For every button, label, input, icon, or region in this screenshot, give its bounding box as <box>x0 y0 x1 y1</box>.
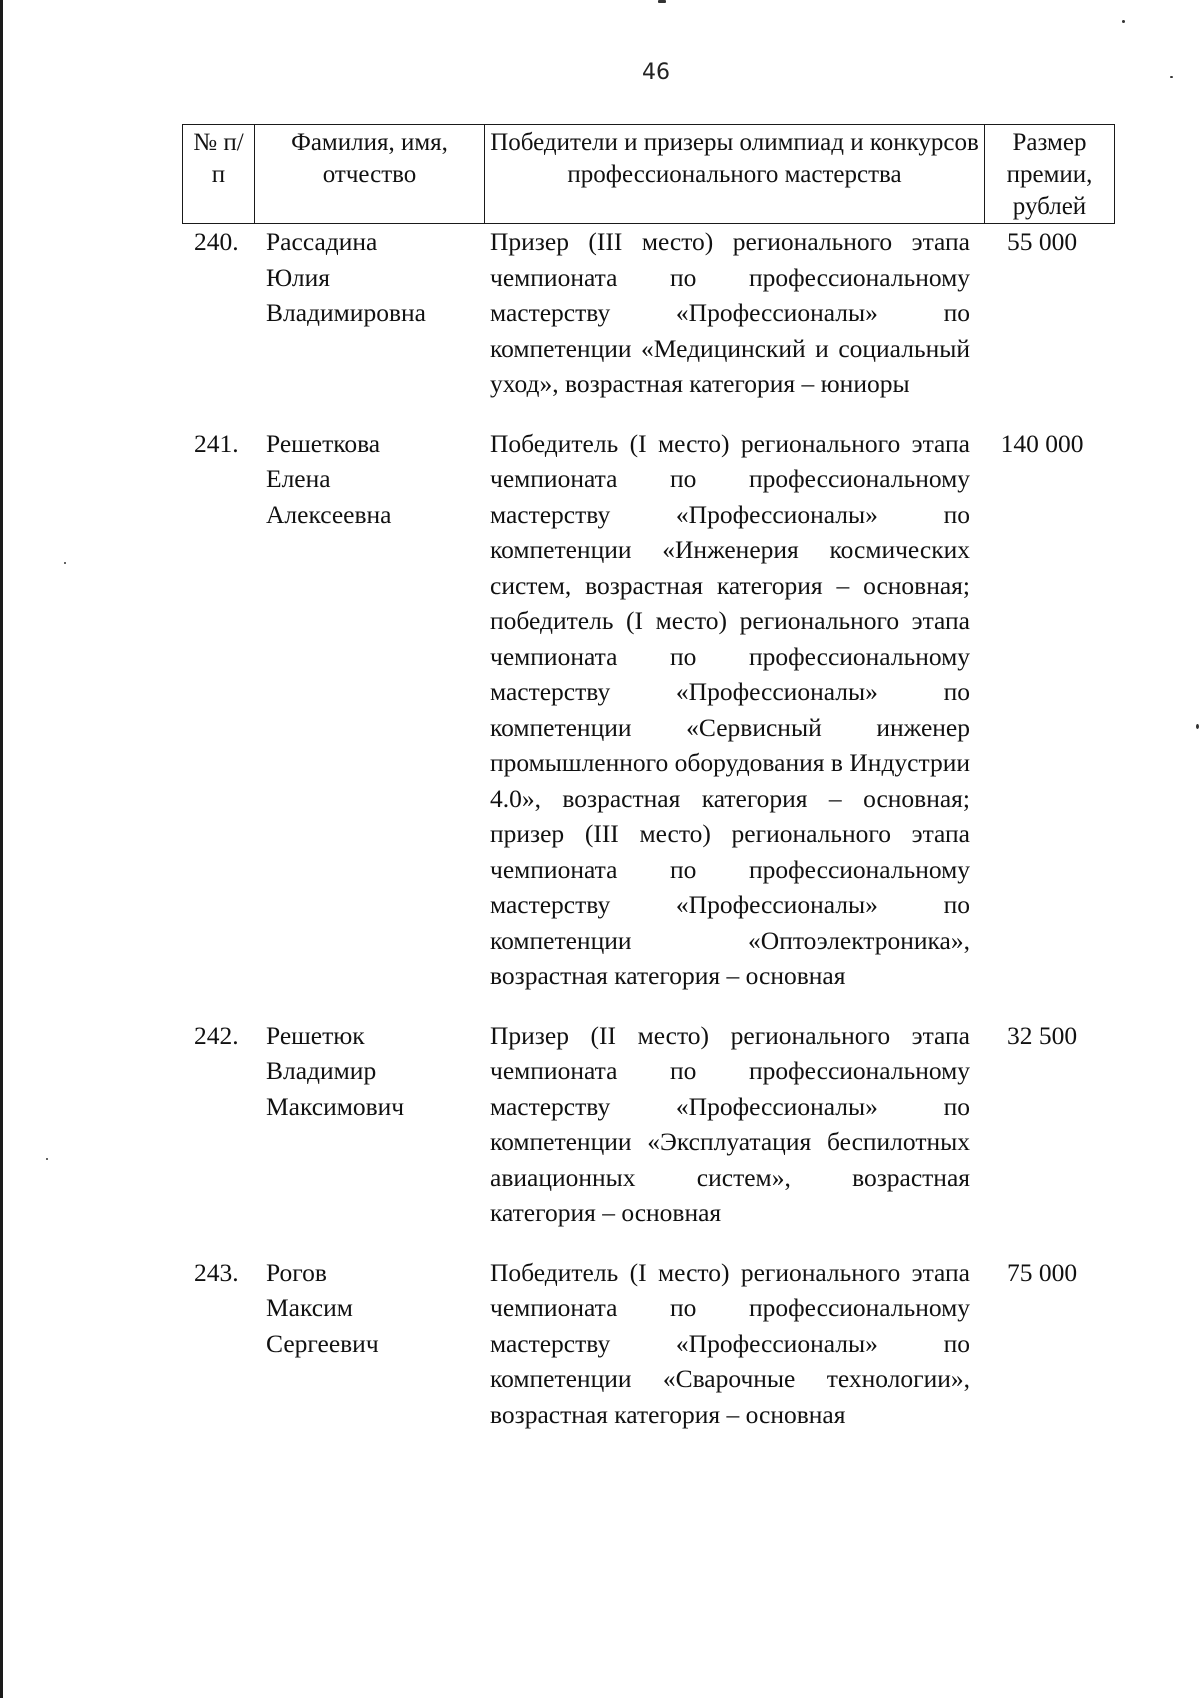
patronymic: Максимович <box>266 1091 405 1121</box>
patronymic: Владимировна <box>266 298 426 327</box>
first-name: Елена <box>266 464 331 493</box>
header-achievement: Победители и призеры олимпиад и конкурсов профессионального мастерства <box>485 125 985 224</box>
table-body <box>182 224 1114 1432</box>
table-row <box>182 1255 1114 1433</box>
row-prize-amount: 75 000 <box>1006 1257 1078 1287</box>
row-achievement: Призер (II место) регионального этапа чемпионата по профессиональному мастерству «Профессионалы» по компетенции «Эксплуатация беспилотных авиационных систем», возрастная категория – основная <box>490 1020 970 1227</box>
table-row <box>182 426 1114 994</box>
patronymic: Алексеевна <box>266 499 392 529</box>
row-number: 241. <box>194 428 239 458</box>
header-full-name: Фамилия, имя, отчество <box>255 125 485 224</box>
row-prize-amount: 32 500 <box>1006 1020 1078 1050</box>
scan-speck <box>1196 724 1199 729</box>
row-achievement: Победитель (I место) регионального этапа чемпионата по профессиональному мастерству «Профессионалы» по компетенции «Инженерия космических систем, возрастная категория – основная; победитель (I место) регионального этапа чемпионата по профессиональному мастерству «Профессионалы» по компетенции «Сервисный инженер промышленного оборудования в Индустрии 4.0», возрастная категория – основная; призер (III место) регионального этапа чемпионата по профессиональному мастерству «Профессионалы» по компетенции «Оптоэлектроника», возрастная категория – основная <box>490 428 970 990</box>
row-number: 243. <box>194 1257 239 1287</box>
surname: Решеткова <box>266 428 381 458</box>
patronymic: Сергеевич <box>266 1328 379 1358</box>
scan-speck <box>658 0 666 3</box>
row-full-name <box>262 224 490 331</box>
row-prize-amount: 55 000 <box>1006 227 1078 256</box>
table-row <box>182 1018 1114 1231</box>
scan-left-edge <box>0 0 3 1698</box>
row-prize-amount: 140 000 <box>1000 428 1084 458</box>
row-achievement: Призер (III место) регионального этапа чемпионата по профессиональному мастерству «Профессионалы» по компетенции «Медицинский и социальный уход», возрастная категория – юниоры <box>490 227 970 398</box>
surname: Рогов <box>266 1257 327 1287</box>
row-full-name <box>262 1255 490 1362</box>
scan-speck <box>1122 20 1125 23</box>
table-header <box>182 124 1115 224</box>
page-number: 46 <box>642 60 670 85</box>
header-prize-amount: Размер премии, рублей <box>985 125 1115 224</box>
first-name: Владимир <box>266 1056 377 1085</box>
first-name: Максим <box>266 1293 353 1322</box>
row-full-name <box>262 1018 490 1125</box>
row-number: 242. <box>194 1020 239 1050</box>
scan-speck <box>46 1158 48 1160</box>
surname: Решетюк <box>266 1020 365 1050</box>
row-achievement: Победитель (I место) регионального этапа чемпионата по профессиональному мастерству «Профессионалы» по компетенции «Сварочные технологии», возрастная категория – основная <box>490 1257 970 1429</box>
scan-speck <box>64 562 66 564</box>
table-row <box>182 224 1114 402</box>
surname: Рассадина <box>266 227 378 256</box>
header-number: № п/п <box>183 125 255 224</box>
first-name: Юлия <box>266 262 330 292</box>
row-number: 240. <box>194 227 239 256</box>
row-full-name <box>262 426 490 533</box>
